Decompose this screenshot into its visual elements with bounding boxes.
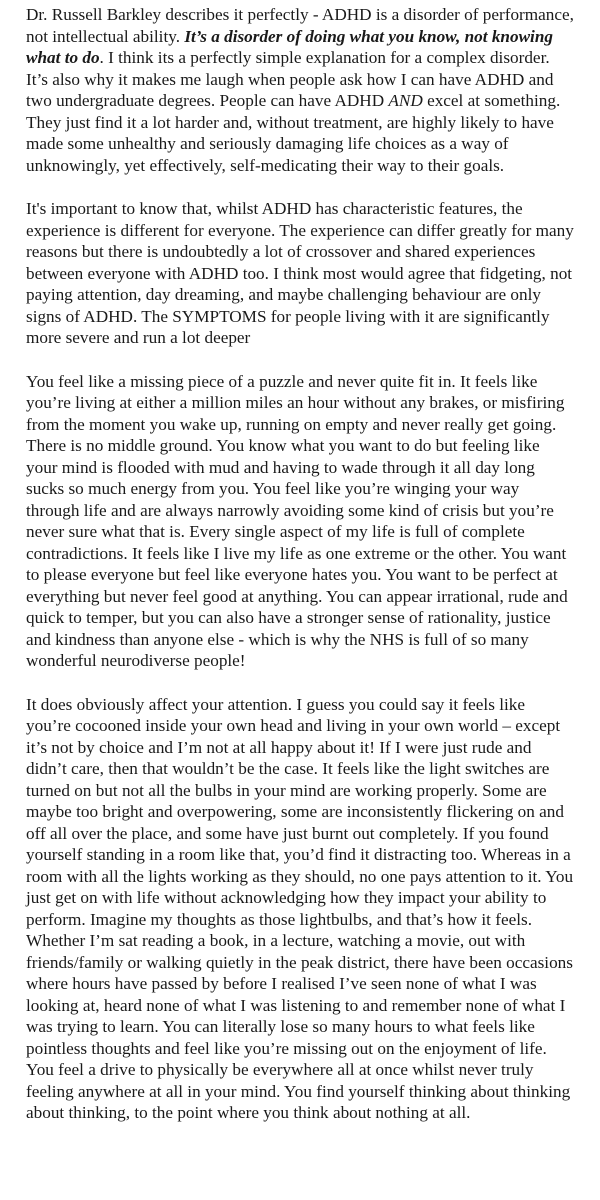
paragraph-3-text: You feel like a missing piece of a puzzle and never quite fit in. It feels like you’re living at either a million miles an hour without any brakes, or misfiring from the moment you wake up, running on empty and never really get going. There is no middle ground. You know what you want to do but feeling like your mind is flooded with mud and having to wade through it all day long sucks so much energy from you. You feel like you’re winging your way through life and are always narrowly avoiding some kind of crisis but you’re never sure what that is. Every single aspect of my life is full of complete contradictions. It feels like I live my life as one extreme or the other. You want to please everyone but feel like everyone hates you. You want to be perfect at everything but never feel good at anything. You can appear irrational, rude and quick to temper, but you can also have a stronger sense of rationality, justice and kindness than anyone else - which is why the NHS is full of so many wonderful neurodiverse people! [26,371,568,670]
paragraph-4-text: It does obviously affect your attention. I guess you could say it feels like you’re cocooned inside your own head and living in your own world – except it’s not by choice and I’m not at all happy about it! If I were just rude and didn’t care, then that wouldn’t be the case. It feels like the light switches are turned on but not all the bulbs in your mind are working properly. Some are maybe too bright and overpowering, some are inconsistently flickering on and off all over the place, and some have just burnt out completely. If you found yourself standing in a room like that, you’d find it distracting too. Whereas in a room with all the lights working as they should, no one pays attention to it. You just get on with life without acknowledging how they impact your ability to perform. Imagine my thoughts as those lightbulbs, and that’s how it feels. Whether I’m sat reading a book, in a lecture, watching a movie, out with friends/family or walking quietly in the peak district, there have been occasions where hours have passed by before I realised I’ve seen none of what I was looking at, heard none of what I was listening to and remember none of what I was trying to learn. You can literally lose so many hours to what feels like pointless thoughts and feel like you’re missing out on the enjoyment of life. You feel a drive to physically be everywhere all at once whilst never truly feeling anywhere at all in your mind. You find yourself thinking about thinking about thinking, to the point where you think about nothing at all. [26,694,574,1122]
paragraph-4 [26,694,574,1124]
paragraph-1 [26,4,574,176]
paragraph-1-text-1: Dr. Russell Barkley describes it perfectly - ADHD is a disorder of performance, not intellectual ability. [26,5,574,46]
paragraph-2 [26,198,574,349]
paragraph-3 [26,371,574,672]
paragraph-1-text-3: excel at something. They just find it a lot harder and, without treatment, are highly likely to have made some unhealthy and seriously damaging life choices as a way of unknowingly, yet effectively, self-medicating their way to their goals. [26,91,561,175]
paragraph-1-emphasis-quote: It’s a disorder of doing what you know, not knowing what to do [26,26,553,67]
paragraph-2-text: It's important to know that, whilst ADHD has characteristic features, the experience is different for everyone. The experience can differ greatly for many reasons but there is undoubtedly a lot of crossover and shared experiences between everyone with ADHD too. I think most would agree that fidgeting, not paying attention, day dreaming, and maybe challenging behaviour are only signs of ADHD. The SYMPTOMS for people living with it are significantly more severe and run a lot deeper [26,199,574,347]
paragraph-1-text-2: . I think its a perfectly simple explanation for a complex disorder. It’s also why it makes me laugh when people ask how I can have ADHD and two undergraduate degrees. People can have ADHD [26,48,554,110]
paragraph-1-emphasis-and: AND [388,91,423,110]
